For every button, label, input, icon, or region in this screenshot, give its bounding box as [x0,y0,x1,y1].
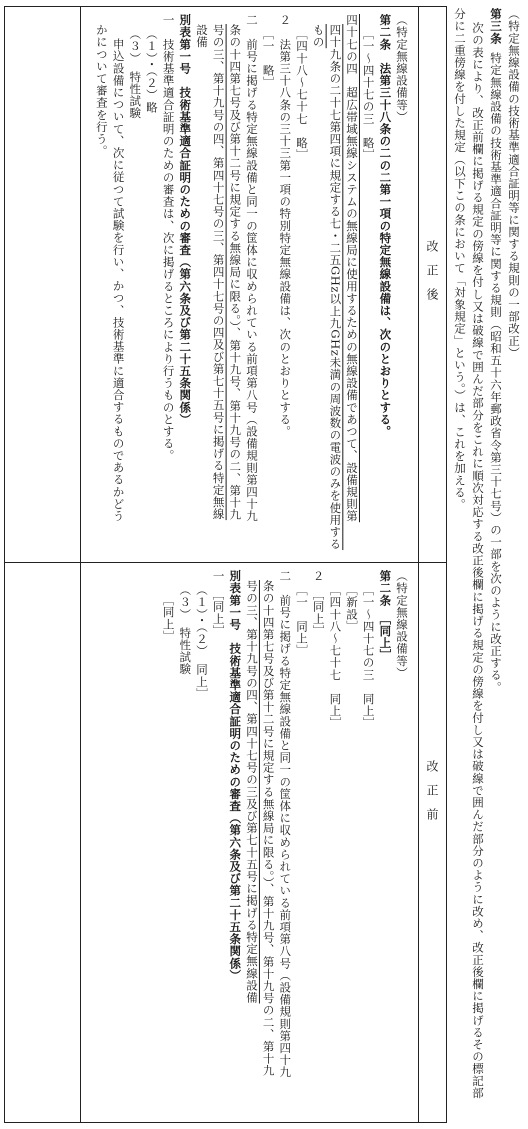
before-line: ［新設］ [344,584,359,633]
before-line: （特定無線設備等） [395,570,409,679]
table-frame-bottom [4,1122,446,1123]
header-after: 改 正 後 [425,240,439,300]
before-line: 条の十四第七号及び第十二号に規定する無線局に限る。）、第十九号、第十九号の二、第十九 [261,580,276,1077]
before-line: （１）・（２） 同上］ [194,584,209,700]
after-line-new: 四十九条の二十七第四項に規定する七・二五GHz以上九GHz未満の周波数の電波のみを使用する [328,24,343,551]
after-line: 設備 [194,24,209,49]
intro-body-line-1: 次の表により、改正前欄に掲げる規定の傍線を付し又は破線で囲んだ部分をこれに順次対応する改正後欄に掲げる規定の傍線を付し又は破線で囲んだ部分のように改め、改正後欄に掲げるその標記部 [471,22,485,1099]
intro-title: （特定無線設備の技術基準適合証明等に関する規則の一部改正） [507,8,521,359]
before-column [160,570,410,1115]
table-frame-top [4,6,446,7]
article-text: 特定無線設備の技術基準適合証明等に関する規則（昭和五十六年郵政省令第三十七号）の一部を次のように改正する。 [489,52,503,694]
header-before: 改 正 前 [425,760,439,820]
intro-article [487,8,504,694]
after-line: かについて審査を行う。 [94,24,109,158]
after-line: 第二条 法第三十八条の二の二第一項の特定無線設備は、次のとおりとする。 [378,14,393,438]
before-line: 別表第一号 技術基準適合証明のための審査（第六条及び第二十五条関係） [228,570,243,982]
after-line: 申込設備について、次に従つて試験を行い、かつ、技術基準に適合するものであるかどう [111,38,126,522]
before-line: 一 ［同上］ [211,570,226,637]
before-line: 二 前号に掲げる特定無線設備と同一の筐体に収められている前項第八号（設備規則第四十九 [278,570,293,1079]
table-header-divider [418,6,419,1123]
before-line: 号の三、第十九号の四、第四十七号の三及び第七十五号に掲げる特定無線設備 [244,580,259,1004]
before-line: 第二条 ［同上］ [378,570,393,662]
after-line: ［一～四十七の三 略］ [361,28,376,162]
after-line: ［一 略］ [261,28,276,89]
after-column [93,14,410,554]
table-edge-right [80,6,81,1123]
intro-body-line-2: 分に二重傍線を付した規定（以下この条において「対象規定」という。）は、これを加える。 [453,8,467,511]
table-middle-divider [4,562,446,563]
after-line: （特定無線設備等） [395,14,409,123]
before-line: ［同上］ [161,594,176,643]
before-line: ［一 同上］ [294,584,309,657]
before-line: ［四十八～七十七 同上］ [328,584,343,730]
after-line: ２ 法第三十八条の三十三第一項の特別特定無線設備は、次のとおりとする。 [278,14,293,438]
article-label: 第三条 [489,8,503,45]
after-line: （３） 特性試験 [128,28,143,120]
after-line: 一 技術基準適合証明のための審査は、次に掲げるところにより行うものとする。 [161,14,176,462]
after-line: 号の三、第十九号の四、第四十七号の三、第四十七号の四及び第七十五号に掲げる特定無線 [211,24,226,521]
table-frame-left [4,6,5,1123]
after-line-new: 四十七の四 超広帯域無線システムの無線局に使用するための無線設備であつて、設備規則第 [344,14,359,523]
after-line: 別表第一号 技術基準適合証明のための審査（第六条及び第二十五条関係） [178,14,193,426]
after-line: （１）・（２）略 [144,28,159,114]
before-line: ［一～四十七の三 同上］ [361,584,376,730]
after-line: 条の十四第七号及び第十二号に規定する無線局に限る。）、第十九号、第十九号の二、第十九 [228,24,243,521]
table-frame-right [446,6,447,1123]
before-line: ２ ［同上］ [311,570,326,637]
before-line: （３） 特性試験 [178,584,193,676]
after-line-new: もの [311,24,326,49]
after-line: ［四十八～七十七 略］ [294,28,309,162]
after-line: 二 前号に掲げる特定無線設備と同一の筐体に収められている前項第八号（設備規則第四十九 [244,14,259,523]
